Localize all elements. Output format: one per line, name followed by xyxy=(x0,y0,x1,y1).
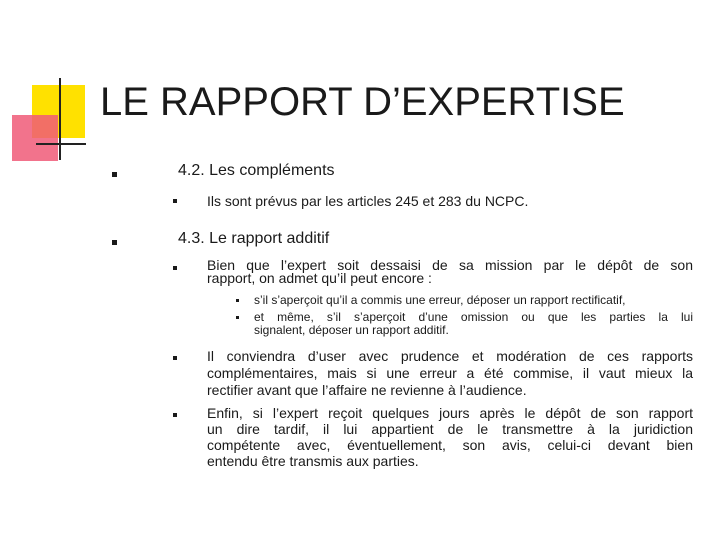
bullet-icon xyxy=(173,266,177,270)
text-line: complémentaires, mais si une erreur a été commise, il vaut mieux la xyxy=(207,365,693,381)
sub-item-rectificatif xyxy=(254,294,693,307)
section-4-3-item-dire-tardif xyxy=(207,405,693,469)
text-line: Bien que l’expert soit dessaisi de sa mission par le dépôt de son xyxy=(207,257,693,273)
section-4-3-intro xyxy=(207,259,693,285)
text-line: et même, s’il s’aperçoit d’une omission ou que les parties la lui xyxy=(254,310,693,324)
text-line: s’il s’aperçoit qu’il a commis une erreur, déposer un rapport rectificatif, xyxy=(254,293,626,307)
text-line: signalent, déposer un rapport additif. xyxy=(254,323,449,337)
bullet-icon xyxy=(112,172,117,177)
text-line: Il conviendra d’user avec prudence et modération de ces rapports xyxy=(207,348,693,364)
section-4-3-item-prudence xyxy=(207,348,693,399)
section-heading-4-2: 4.2. Les compléments xyxy=(178,162,335,179)
bullet-icon xyxy=(236,299,239,302)
text-line: rapport, on admet qu’il peut encore : xyxy=(207,270,432,286)
section-4-2-item: Ils sont prévus par les articles 245 et 283 du NCPC. xyxy=(207,193,529,209)
text-line: rectifier avant que l’affaire ne revienne à l’audience. xyxy=(207,382,527,398)
text-line: un dire tardif, il lui appartient de le transmettre à la juridiction xyxy=(207,421,693,437)
bullet-icon xyxy=(173,199,177,203)
text-line: compétente avec, éventuellement, son avis, celui-ci devant bien xyxy=(207,437,693,453)
text-line: Enfin, si l’expert reçoit quelques jours après le dépôt de son rapport xyxy=(207,405,693,421)
text-line: entendu être transmis aux parties. xyxy=(207,453,419,469)
bullet-icon xyxy=(173,356,177,360)
decorative-vertical-line xyxy=(59,78,61,160)
section-heading-4-3: 4.3. Le rapport additif xyxy=(178,230,330,247)
bullet-icon xyxy=(236,316,239,319)
decorative-pink-square xyxy=(12,115,58,161)
bullet-icon xyxy=(173,413,177,417)
sub-item-additif xyxy=(254,311,693,337)
slide-title: LE RAPPORT D’EXPERTISE xyxy=(100,80,625,124)
decorative-horizontal-line xyxy=(36,143,86,145)
bullet-icon xyxy=(112,240,117,245)
